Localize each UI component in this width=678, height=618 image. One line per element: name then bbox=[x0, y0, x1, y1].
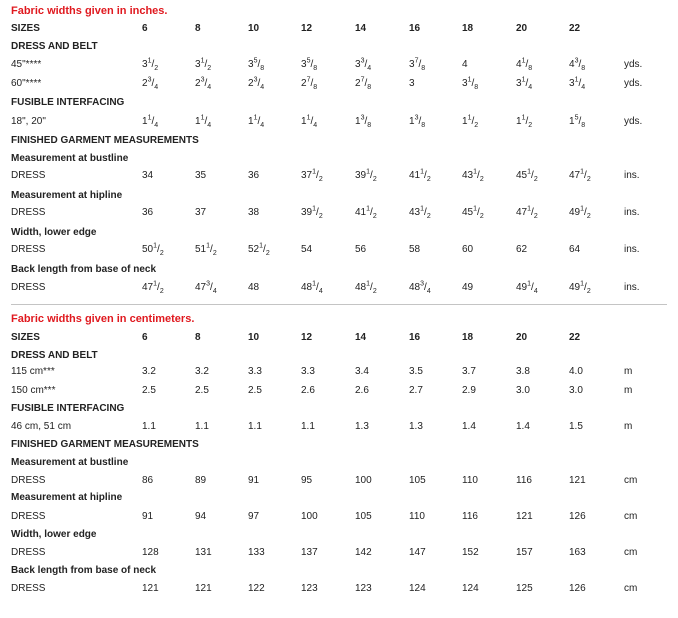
value-cell: 121 bbox=[142, 583, 159, 594]
value-cell: 105 bbox=[409, 475, 426, 486]
value-cell: 3 bbox=[409, 78, 415, 89]
section-heading-row bbox=[0, 455, 678, 471]
row-label: 46 cm, 51 cm bbox=[11, 421, 72, 432]
table-row bbox=[0, 280, 678, 296]
value-cell: 4 bbox=[462, 59, 468, 70]
row-label: DRESS bbox=[11, 511, 46, 522]
value-cell: 38 bbox=[248, 207, 260, 218]
value-cell: 58 bbox=[409, 244, 421, 255]
unit-cell: ins. bbox=[624, 170, 640, 181]
unit-cell: yds. bbox=[624, 59, 643, 70]
sizes-header-row bbox=[0, 21, 678, 37]
heading-label: SIZES bbox=[11, 332, 40, 343]
value-cell: 89 bbox=[195, 475, 207, 486]
row-label: 115 cm*** bbox=[11, 366, 55, 377]
value-cell: 105 bbox=[355, 511, 372, 522]
row-label: DRESS bbox=[11, 475, 46, 486]
value-cell: 100 bbox=[301, 511, 318, 522]
value-cell: $1^1/_4$ bbox=[142, 114, 159, 129]
table-row bbox=[0, 242, 678, 258]
value-cell: 2.9 bbox=[462, 385, 476, 396]
section-heading-row bbox=[0, 348, 678, 364]
value-cell: 133 bbox=[248, 547, 265, 558]
value-cell: $49^1/_2$ bbox=[569, 280, 591, 295]
size-header-cell: 18 bbox=[462, 23, 474, 34]
value-cell: 3.0 bbox=[516, 385, 530, 396]
heading-label: DRESS AND BELT bbox=[11, 350, 98, 361]
unit-cell: ins. bbox=[624, 244, 640, 255]
value-cell: 62 bbox=[516, 244, 528, 255]
unit-cell: yds. bbox=[624, 78, 643, 89]
value-cell: $2^3/_4$ bbox=[142, 76, 159, 91]
value-cell: 1.4 bbox=[516, 421, 530, 432]
value-cell: $4^1/_8$ bbox=[516, 57, 533, 72]
value-cell: $2^7/_8$ bbox=[355, 76, 372, 91]
size-header-cell: 18 bbox=[462, 332, 474, 343]
value-cell: $47^1/_2$ bbox=[569, 168, 591, 183]
section-divider bbox=[11, 304, 667, 305]
section-heading-row bbox=[0, 151, 678, 167]
inches-section-title: Fabric widths given in inches. bbox=[11, 5, 168, 17]
heading-label: Measurement at hipline bbox=[11, 190, 123, 201]
size-header-cell: 8 bbox=[195, 332, 201, 343]
value-cell: $52^1/_2$ bbox=[248, 242, 270, 257]
value-cell: 91 bbox=[248, 475, 260, 486]
value-cell: 1.5 bbox=[569, 421, 583, 432]
heading-label: FUSIBLE INTERFACING bbox=[11, 403, 125, 414]
value-cell: $3^1/_2$ bbox=[142, 57, 159, 72]
unit-cell: cm bbox=[624, 511, 638, 522]
heading-label: FINISHED GARMENT MEASUREMENTS bbox=[11, 135, 199, 146]
value-cell: $1^5/_8$ bbox=[569, 114, 586, 129]
value-cell: 124 bbox=[409, 583, 426, 594]
value-cell: 110 bbox=[409, 511, 425, 522]
value-cell: $51^1/_2$ bbox=[195, 242, 217, 257]
row-label: DRESS bbox=[11, 207, 46, 218]
row-label: 60"**** bbox=[11, 78, 42, 89]
value-cell: 163 bbox=[569, 547, 586, 558]
value-cell: $43^1/_2$ bbox=[462, 168, 484, 183]
value-cell: 54 bbox=[301, 244, 313, 255]
value-cell: 2.6 bbox=[355, 385, 369, 396]
value-cell: $1^3/_8$ bbox=[355, 114, 372, 129]
value-cell: 35 bbox=[195, 170, 207, 181]
value-cell: 64 bbox=[569, 244, 581, 255]
heading-label: Measurement at bustline bbox=[11, 457, 129, 468]
value-cell: 1.3 bbox=[409, 421, 423, 432]
value-cell: 121 bbox=[569, 475, 586, 486]
value-cell: $48^3/_4$ bbox=[409, 280, 431, 295]
value-cell: 137 bbox=[301, 547, 318, 558]
value-cell: $41^1/_2$ bbox=[409, 168, 431, 183]
value-cell: $39^1/_2$ bbox=[355, 168, 377, 183]
table-row bbox=[0, 509, 678, 525]
size-header-cell: 20 bbox=[516, 23, 528, 34]
unit-cell: yds. bbox=[624, 116, 643, 127]
value-cell: 4.0 bbox=[569, 366, 583, 377]
value-cell: 1.3 bbox=[355, 421, 369, 432]
value-cell: $3^1/_4$ bbox=[516, 76, 533, 91]
value-cell: 147 bbox=[409, 547, 426, 558]
value-cell: 152 bbox=[462, 547, 479, 558]
value-cell: 1.1 bbox=[142, 421, 156, 432]
value-cell: 2.7 bbox=[409, 385, 423, 396]
value-cell: 3.7 bbox=[462, 366, 476, 377]
value-cell: $47^1/_2$ bbox=[516, 205, 538, 220]
value-cell: $47^3/_4$ bbox=[195, 280, 217, 295]
value-cell: $41^1/_2$ bbox=[355, 205, 377, 220]
heading-label: Back length from base of neck bbox=[11, 264, 157, 275]
size-header-cell: 16 bbox=[409, 332, 421, 343]
value-cell: $2^7/_8$ bbox=[301, 76, 318, 91]
value-cell: 157 bbox=[516, 547, 533, 558]
unit-cell: ins. bbox=[624, 282, 640, 293]
value-cell: 126 bbox=[569, 583, 586, 594]
section-heading-row bbox=[0, 188, 678, 204]
section-heading-row bbox=[0, 563, 678, 579]
value-cell: 110 bbox=[462, 475, 478, 486]
value-cell: $1^1/_4$ bbox=[301, 114, 318, 129]
value-cell: 124 bbox=[462, 583, 479, 594]
value-cell: 2.5 bbox=[195, 385, 209, 396]
value-cell: 91 bbox=[142, 511, 154, 522]
value-cell: $3^1/_8$ bbox=[462, 76, 479, 91]
value-cell: 2.5 bbox=[248, 385, 262, 396]
sizes-header-row bbox=[0, 330, 678, 346]
section-heading-row bbox=[0, 437, 678, 453]
value-cell: 126 bbox=[569, 511, 586, 522]
value-cell: 3.3 bbox=[301, 366, 315, 377]
value-cell: 36 bbox=[142, 207, 154, 218]
centimeters-section-title: Fabric widths given in centimeters. bbox=[11, 313, 195, 325]
value-cell: $1^1/_4$ bbox=[195, 114, 212, 129]
value-cell: 1.4 bbox=[462, 421, 476, 432]
heading-label: Width, lower edge bbox=[11, 529, 97, 540]
table-row bbox=[0, 383, 678, 399]
value-cell: 1.1 bbox=[248, 421, 262, 432]
value-cell: $3^5/_8$ bbox=[248, 57, 265, 72]
row-label: DRESS bbox=[11, 170, 46, 181]
unit-cell: m bbox=[624, 421, 633, 432]
table-row bbox=[0, 581, 678, 597]
value-cell: 36 bbox=[248, 170, 260, 181]
unit-cell: m bbox=[624, 366, 633, 377]
unit-cell: ins. bbox=[624, 207, 640, 218]
size-header-cell: 16 bbox=[409, 23, 421, 34]
size-header-cell: 12 bbox=[301, 332, 313, 343]
size-header-cell: 22 bbox=[569, 23, 581, 34]
table-row bbox=[0, 545, 678, 561]
value-cell: $50^1/_2$ bbox=[142, 242, 164, 257]
value-cell: $47^1/_2$ bbox=[142, 280, 164, 295]
heading-label: Measurement at hipline bbox=[11, 492, 123, 503]
value-cell: 142 bbox=[355, 547, 372, 558]
heading-label: FINISHED GARMENT MEASUREMENTS bbox=[11, 439, 199, 450]
heading-label: DRESS AND BELT bbox=[11, 41, 98, 52]
table-row bbox=[0, 57, 678, 73]
value-cell: $1^1/_2$ bbox=[462, 114, 479, 129]
row-label: DRESS bbox=[11, 244, 46, 255]
table-row bbox=[0, 473, 678, 489]
section-heading-row bbox=[0, 39, 678, 55]
value-cell: $3^7/_8$ bbox=[409, 57, 426, 72]
value-cell: $3^5/_8$ bbox=[301, 57, 318, 72]
value-cell: 125 bbox=[516, 583, 533, 594]
section-heading-row bbox=[0, 133, 678, 149]
value-cell: $3^3/_4$ bbox=[355, 57, 372, 72]
value-cell: 122 bbox=[248, 583, 265, 594]
table-row bbox=[0, 168, 678, 184]
value-cell: 56 bbox=[355, 244, 367, 255]
value-cell: 95 bbox=[301, 475, 313, 486]
unit-cell: cm bbox=[624, 583, 638, 594]
table-row bbox=[0, 205, 678, 221]
value-cell: $48^1/_2$ bbox=[355, 280, 377, 295]
section-heading-row bbox=[0, 490, 678, 506]
section-heading-row bbox=[0, 262, 678, 278]
section-heading-row bbox=[0, 527, 678, 543]
value-cell: $49^1/_2$ bbox=[569, 205, 591, 220]
value-cell: 3.5 bbox=[409, 366, 423, 377]
value-cell: 48 bbox=[248, 282, 260, 293]
value-cell: 2.5 bbox=[142, 385, 156, 396]
value-cell: $2^3/_4$ bbox=[248, 76, 265, 91]
value-cell: 3.0 bbox=[569, 385, 583, 396]
row-label: 150 cm*** bbox=[11, 385, 56, 396]
unit-cell: m bbox=[624, 385, 633, 396]
heading-label: Measurement at bustline bbox=[11, 153, 129, 164]
value-cell: 121 bbox=[516, 511, 533, 522]
section-heading-row bbox=[0, 401, 678, 417]
value-cell: 3.2 bbox=[195, 366, 209, 377]
value-cell: $45^1/_2$ bbox=[516, 168, 538, 183]
value-cell: $2^3/_4$ bbox=[195, 76, 212, 91]
value-cell: $39^1/_2$ bbox=[301, 205, 323, 220]
size-header-cell: 14 bbox=[355, 332, 367, 343]
value-cell: 128 bbox=[142, 547, 159, 558]
value-cell: 3.8 bbox=[516, 366, 530, 377]
size-header-cell: 22 bbox=[569, 332, 581, 343]
value-cell: $1^3/_8$ bbox=[409, 114, 426, 129]
value-cell: 1.1 bbox=[301, 421, 315, 432]
value-cell: $45^1/_2$ bbox=[462, 205, 484, 220]
value-cell: $3^1/_2$ bbox=[195, 57, 212, 72]
row-label: 45"**** bbox=[11, 59, 42, 70]
section-heading-row bbox=[0, 95, 678, 111]
size-header-cell: 14 bbox=[355, 23, 367, 34]
value-cell: 123 bbox=[301, 583, 318, 594]
value-cell: 3.2 bbox=[142, 366, 156, 377]
value-cell: $49^1/_4$ bbox=[516, 280, 538, 295]
size-header-cell: 6 bbox=[142, 23, 148, 34]
value-cell: 86 bbox=[142, 475, 154, 486]
unit-cell: cm bbox=[624, 475, 638, 486]
value-cell: 3.3 bbox=[248, 366, 262, 377]
row-label: 18", 20" bbox=[11, 116, 46, 127]
value-cell: 49 bbox=[462, 282, 474, 293]
value-cell: $37^1/_2$ bbox=[301, 168, 323, 183]
value-cell: 131 bbox=[195, 547, 212, 558]
value-cell: 100 bbox=[355, 475, 372, 486]
value-cell: 37 bbox=[195, 207, 207, 218]
size-header-cell: 8 bbox=[195, 23, 201, 34]
heading-label: FUSIBLE INTERFACING bbox=[11, 97, 125, 108]
table-row bbox=[0, 419, 678, 435]
heading-label: Width, lower edge bbox=[11, 227, 97, 238]
value-cell: 60 bbox=[462, 244, 474, 255]
value-cell: 3.4 bbox=[355, 366, 369, 377]
value-cell: 121 bbox=[195, 583, 212, 594]
heading-label: SIZES bbox=[11, 23, 40, 34]
value-cell: 2.6 bbox=[301, 385, 315, 396]
value-cell: $1^1/_4$ bbox=[248, 114, 265, 129]
value-cell: 116 bbox=[462, 511, 478, 522]
row-label: DRESS bbox=[11, 282, 46, 293]
value-cell: 116 bbox=[516, 475, 532, 486]
value-cell: $4^3/_8$ bbox=[569, 57, 586, 72]
unit-cell: cm bbox=[624, 547, 638, 558]
table-row bbox=[0, 364, 678, 380]
size-header-cell: 10 bbox=[248, 23, 260, 34]
value-cell: 1.1 bbox=[195, 421, 209, 432]
size-header-cell: 10 bbox=[248, 332, 260, 343]
heading-label: Back length from base of neck bbox=[11, 565, 157, 576]
table-row bbox=[0, 76, 678, 92]
value-cell: 34 bbox=[142, 170, 154, 181]
value-cell: $3^1/_4$ bbox=[569, 76, 586, 91]
value-cell: 94 bbox=[195, 511, 207, 522]
value-cell: $1^1/_2$ bbox=[516, 114, 533, 129]
value-cell: $48^1/_4$ bbox=[301, 280, 323, 295]
size-header-cell: 20 bbox=[516, 332, 528, 343]
size-header-cell: 6 bbox=[142, 332, 148, 343]
value-cell: $43^1/_2$ bbox=[409, 205, 431, 220]
size-header-cell: 12 bbox=[301, 23, 313, 34]
table-row bbox=[0, 114, 678, 130]
value-cell: 97 bbox=[248, 511, 260, 522]
value-cell: 123 bbox=[355, 583, 372, 594]
section-heading-row bbox=[0, 225, 678, 241]
row-label: DRESS bbox=[11, 547, 46, 558]
row-label: DRESS bbox=[11, 583, 46, 594]
